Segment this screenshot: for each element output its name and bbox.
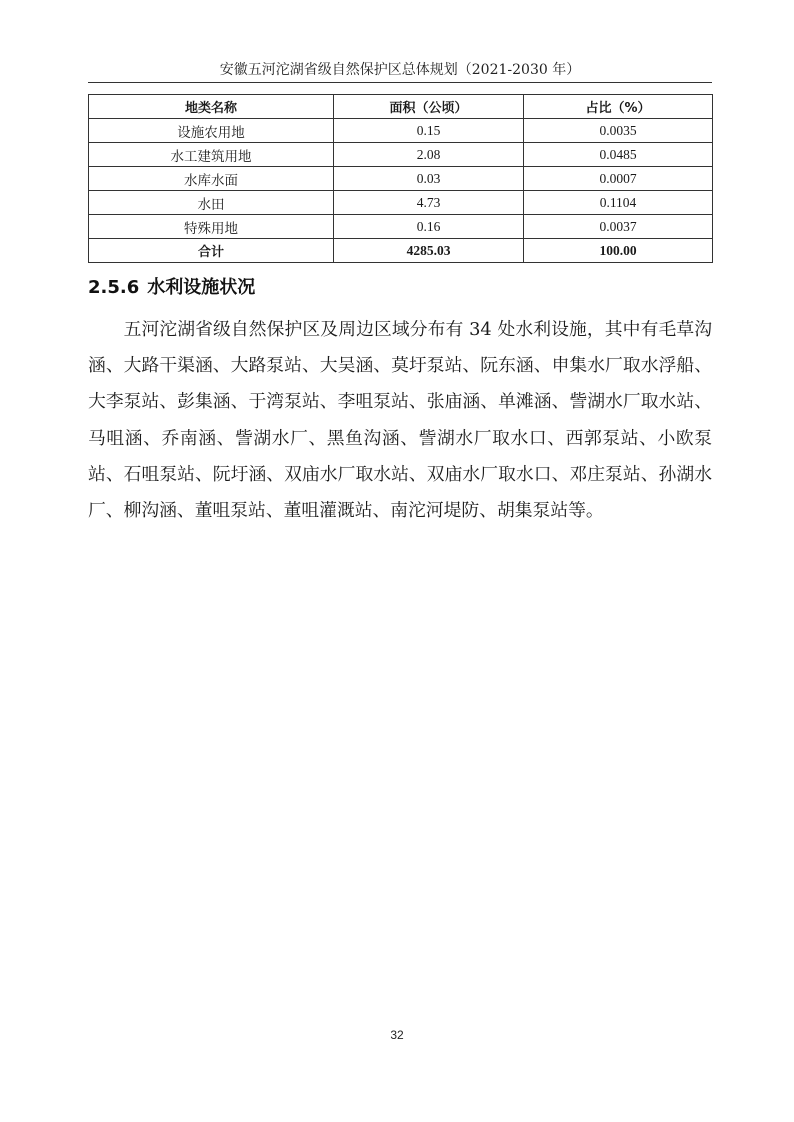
area-cell: 0.03 xyxy=(334,167,524,191)
land-type-cell: 水库水面 xyxy=(89,167,334,191)
column-header-land-type: 地类名称 xyxy=(89,95,334,119)
area-cell: 0.15 xyxy=(334,119,524,143)
land-type-cell: 设施农用地 xyxy=(89,119,334,143)
ratio-cell: 0.0037 xyxy=(524,215,713,239)
ratio-cell: 0.1104 xyxy=(524,191,713,215)
total-area-cell: 4285.03 xyxy=(334,239,524,263)
body-paragraph: 五河沱湖省级自然保护区及周边区域分布有 34 处水利设施，其中有毛草沟涵、大路干渠涵、大路泵站、大吴涵、莫圩泵站、阮东涵、申集水厂取水浮船、大李泵站、彭集涵、于湾泵站、李咀泵站、张庙涵、单滩涵、訾湖水厂取水站、马咀涵、乔南涵、訾湖水厂、黑鱼沟涵、訾湖水厂取水口、西郭泵站、小欧泵站、石咀泵站、阮圩涵、双庙水厂取水站、双庙水厂取水口、邓庄泵站、孙湖水厂、柳沟涵、董咀泵站、董咀灌溉站、南沱河堤防、胡集泵站等。 xyxy=(88,319,712,522)
table-row xyxy=(89,143,713,167)
table-total-row xyxy=(89,239,713,263)
header-divider xyxy=(88,82,712,83)
ratio-cell: 0.0035 xyxy=(524,119,713,143)
land-use-table xyxy=(88,94,713,263)
column-header-area: 面积（公顷） xyxy=(334,95,524,119)
area-cell: 2.08 xyxy=(334,143,524,167)
land-type-cell: 特殊用地 xyxy=(89,215,334,239)
section-heading xyxy=(88,274,712,302)
table-row xyxy=(89,119,713,143)
column-header-ratio: 占比（%） xyxy=(524,95,713,119)
ratio-cell: 0.0485 xyxy=(524,143,713,167)
total-label-cell: 合计 xyxy=(89,239,334,263)
page-header-title: 安徽五河沱湖省级自然保护区总体规划（2021-2030 年） xyxy=(219,62,581,78)
area-cell: 4.73 xyxy=(334,191,524,215)
land-type-cell: 水工建筑用地 xyxy=(89,143,334,167)
land-type-cell: 水田 xyxy=(89,191,334,215)
section-number: 2.5.6 xyxy=(88,277,140,298)
ratio-cell: 0.0007 xyxy=(524,167,713,191)
area-cell: 0.16 xyxy=(334,215,524,239)
table-row xyxy=(89,215,713,239)
page-number: 32 xyxy=(390,1028,404,1042)
section-title: 水利设施状况 xyxy=(147,277,256,298)
table-header-row xyxy=(89,95,713,119)
total-ratio-cell: 100.00 xyxy=(524,239,713,263)
table-row xyxy=(89,191,713,215)
table-row xyxy=(89,167,713,191)
